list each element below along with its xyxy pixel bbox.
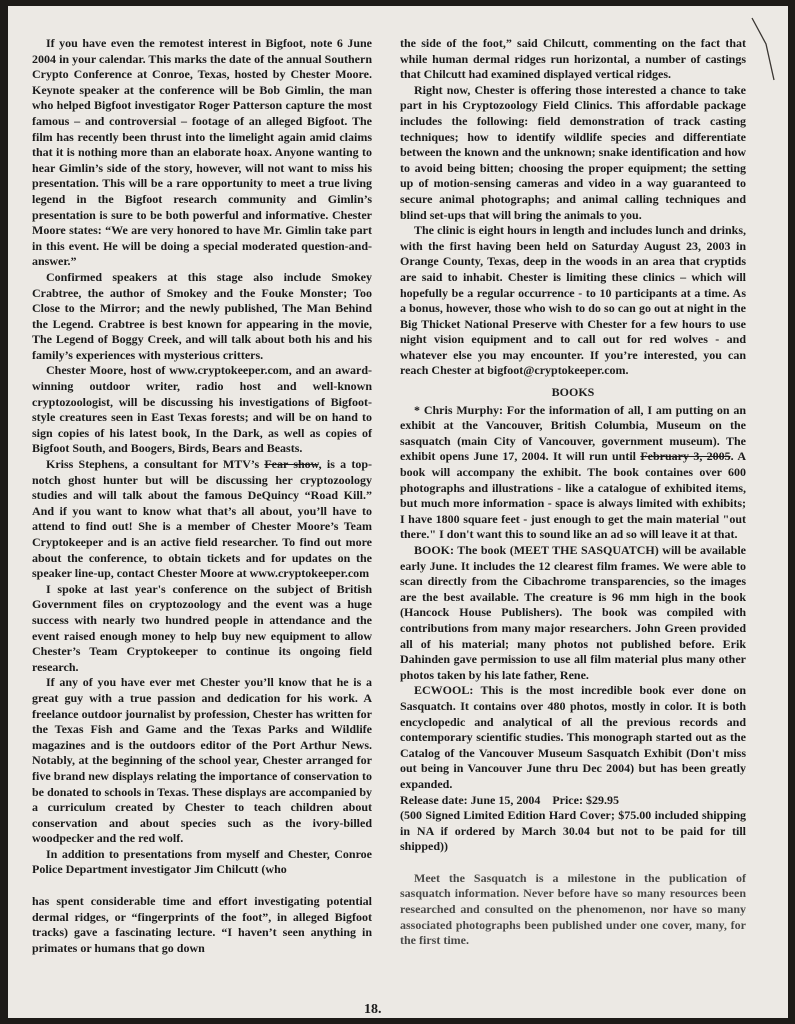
meet-the-sasquatch-paragraph: BOOK: The book (MEET THE SASQUATCH) will be available early June. It includes the 12 clearest film frames. We were able to scan directly from the Cibachrome transparencies, so the images are the best available. The creature is 96 mm high in the book (Hancock House Publishers). The book was compiled with contributions from many major researchers. John Green provided all of his material; many photos not published before. Erik Dahinden gave permission to use all film material plus many other photos taken by his late father, Rene.: [400, 543, 746, 682]
milestone-paragraph: Meet the Sasquatch is a milestone in the publication of sasquatch information. Never before have so many resources been researched and consulted on the phenomenon, nor have so many associated photographs been published under one cover, many, for the first time.: [400, 870, 746, 948]
struck-text: Fear show: [264, 457, 319, 472]
chester-bio-paragraph: If any of you have ever met Chester you’ll know that he is a great guy with a true passion and dedication for his work. A freelance outdoor journalist by profession, Chester has written for the Texas Fish and Game and the Texas Parks and Wildlife magazines and is the outdoors editor of the Port Arthur News. Notably, at the beginning of the school year, Chester arranged for five brand new displays relating the importance of conservation to be donated to schools in Texas. These displays are accompanied by a curriculum created by Chester to teach children about conservation and about species such as the ivory-billed woodpecker and the red wolf.: [32, 675, 372, 846]
conference-intro-paragraph: If you have even the remotest interest in Bigfoot, note 6 June 2004 in your calendar. This marks the date of the annual Southern Crypto Conference at Conroe, Texas, hosted by Chester Moore. Keynote speaker at the conference will be Bob Gimlin, the man who helped Bigfoot investigator Roger Patterson capture the most famous – and controversial – footage of an alleged Bigfoot. The film has recently been thrust into the limelight again amid claims that it is nothing more than an elaborate hoax. Anyone wanting to hear Gimlin’s side of the story, however, will not want to miss his presentation. This will be a rare opportunity to meet a true living legend in the Bigfoot research community and Gimlin’s presentation is sure to be both powerful and informative. Chester Moore states: “We are very honored to have Mr. Gimlin take part in this event. He will be doing a special moderated question-and-answer.”: [32, 36, 372, 269]
chilcutt-intro-paragraph: In addition to presentations from myself and Chester, Conroe Police Department investigator Jim Chilcutt (who: [32, 846, 372, 877]
books-heading: BOOKS: [551, 385, 595, 400]
magazine-page: [8, 6, 788, 1018]
signed-edition-line: (500 Signed Limited Edition Hard Cover; $75.00 included shipping in NA if ordered by March 30.04 but not to be paid for till shipped)): [400, 808, 746, 854]
page-number: 18.: [364, 1002, 382, 1017]
right-column: [400, 36, 746, 949]
struck-date: February 3, 2005: [640, 449, 731, 464]
left-column: [32, 36, 372, 956]
kriss-stephens-paragraph: Kriss Stephens, a consultant for MTV’s Fear show, is a top-notch ghost hunter but will be discussing her cryptozoology studies and will talk about the famous DeQuincy “Road Kill.” And if you want to know what that’s all about, you’ll have to attend to find out! She is a member of Chester Moore’s Team Cryptokeeper and is an active field researcher. To find out more about the conference, to obtain tickets and for updates on the speaker line-up, contact Chester Moore at www.cryptokeeper.com: [32, 457, 372, 581]
last-year-paragraph: I spoke at last year's conference on the subject of British Government files on cryptozoology and the event was a huge success with nearly two hundred people in attendance and the event raised enough money to help buy new equipment to allow Chester’s Team Cryptokeeper to continue its ongoing field research.: [32, 581, 372, 674]
chilcutt-quote-paragraph: the side of the foot,” said Chilcutt, commenting on the fact that while human dermal ridges run horizontal, a number of castings that Chilcutt had examined displayed vertical ridges.: [400, 36, 746, 82]
release-date-line: Release date: June 15, 2004 Price: $29.95: [400, 792, 619, 807]
chris-murphy-paragraph: * Chris Murphy: For the information of all, I am putting on an exhibit at the Vancouver, British Columbia, Museum on the sasquatch (main City of Vancouver, government museum). The exhibit opens June 17, 2004. It will run until February 3, 2005. A book will accompany the exhibit. The book containes over 600 photographs and illustrations - like a catalogue of exhibited items, but much more information - space is always limited with exhibits; I have 1800 square feet - just enough to get the main material "out there." I don't want this to sound like an ad so will leave it at that.: [400, 402, 747, 542]
chester-moore-paragraph: Chester Moore, host of www.cryptokeeper.com, and an award-winning outdoor writer, radio host and well-known cryptozoologist, will be discussing his investigations of Bigfoot-style creatures seen in East Texas forests; and will be on hand to sign copies of his latest book, In the Dark, as well as copies of Bigfoot South, and Boogers, Birds, Bears and Beasts.: [32, 363, 372, 456]
page-crease-mark: [748, 14, 778, 84]
chilcutt-continued-paragraph: has spent considerable time and effort investigating potential dermal ridges, or “fingerprints of the foot”, in alleged Bigfoot tracks) gave a fascinating lecture. “I haven’t seen anything in primates or humans that go down: [32, 894, 372, 955]
speakers-paragraph: Confirmed speakers at this stage also include Smokey Crabtree, the author of Smokey and the Fouke Monster; Too Close to the Mirror; and the newly published, The Man Behind the Legend. Crabtree is best known for appearing in the movie, The Legend of Boggy Creek, and will talk about both his and his family’s experiences with mysterious critters.: [32, 269, 372, 362]
field-clinics-paragraph: Right now, Chester is offering those interested a chance to take part in his Cryptozoology Field Clinics. This affordable package includes the following: field demonstration of track casting techniques; how to identify wildlife species and differentiate between the known and the unknown; snake identification and how to avoid being bitten; choosing the proper equipment; the setting up of motion-sensing cameras and video in a way guaranteed to secure animal photographs; and animal calling techniques and blind set-ups that will bring the animals to you.: [400, 82, 746, 222]
ecwool-paragraph: ECWOOL: This is the most incredible book ever done on Sasquatch. It contains over 480 photos, mostly in color. It is both encyclopedic and analytical of all the previous records and contemporary scientific studies. This monograph started out as the Catalog of the Vancouver Museum Sasquatch Exhibit (Don't miss out being in Vancouver June thru Dec 2004) but has been greatly expanded.: [400, 683, 746, 791]
clinic-details-paragraph: The clinic is eight hours in length and includes lunch and drinks, with the first having been held on Saturday August 23, 2003 in Orange County, Texas, deep in the woods in an area that cryptids are said to inhabit. Chester is limiting these clinics – which will hopefully be a regular occurrence - to 10 participants at a time. As a bonus, however, those who wish to do so can go out at night in the Big Thicket National Preserve with Chester for a few hours to use night vision equipment and to call out for red wolves - and whatever else you may encounter. If you’re interested, you can reach Chester at bigfoot@cryptokeeper.com.: [400, 223, 746, 378]
release-info: [400, 793, 746, 855]
